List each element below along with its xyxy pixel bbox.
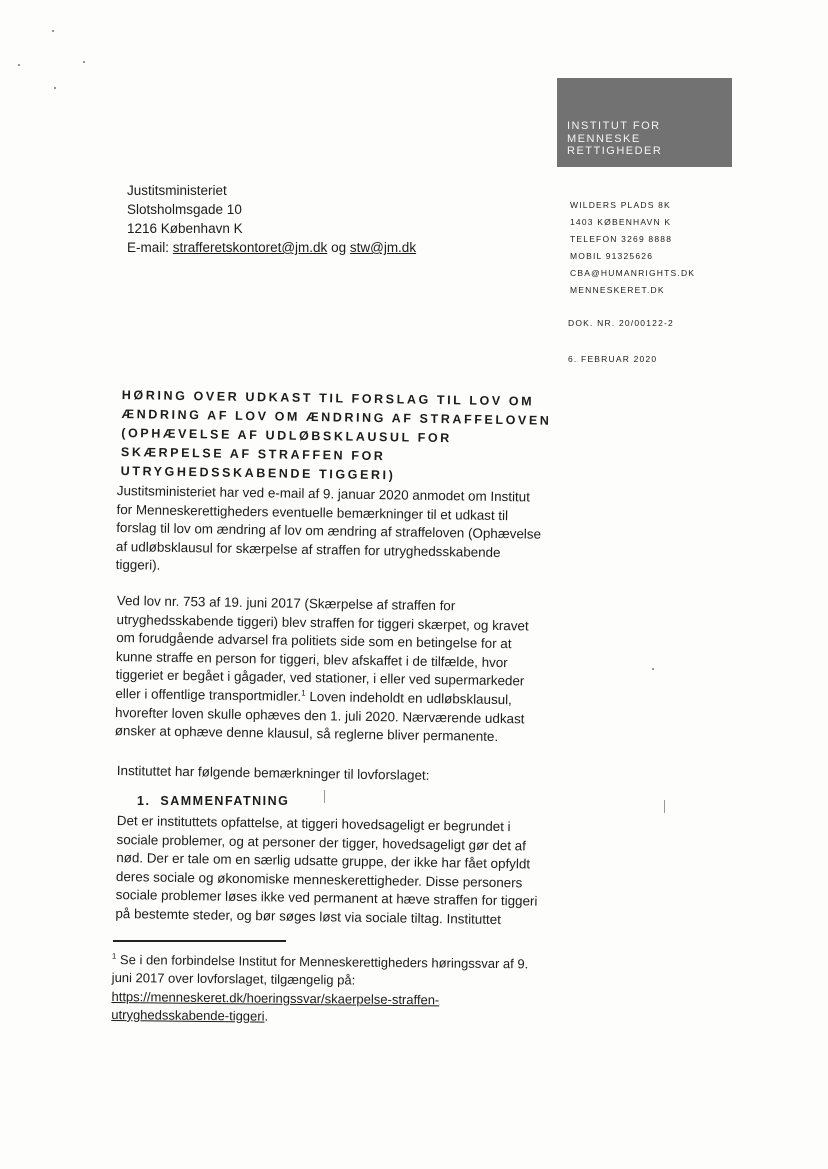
document-number: DOK. NR. 20/00122-2 <box>568 318 674 328</box>
email-label: E-mail: <box>127 240 170 255</box>
footnote-reference[interactable]: 1 <box>301 688 306 698</box>
scan-speck <box>54 87 56 89</box>
paragraph-2-text-cont: Loven indeholdt en udløbsklausul, hvorefter loven skulle ophæves den 1. juli 2020. Nærværende udkast ønsker at ophæve denne klausul, så reglerne bliver permanente. <box>114 688 525 745</box>
scan-speck <box>652 668 654 670</box>
paragraph-3: Instituttet har følgende bemærkninger til lovforslaget: <box>116 762 430 783</box>
recipient-address <box>127 181 416 257</box>
paragraph-2-text: Ved lov nr. 753 af 19. juni 2017 (Skærpelse af straffen for utryghedsskabende tiggeri) blev straffen for tiggeri skærpet, og kravet om forudgående advarsel fra politiets side som en betingelse for at kunne straffe en person for tiggeri, blev afskaffet i de tilfælde, hvor tiggeriet er begået i gågader, ved stationer, i eller ved supermarkeder eller i offentlige transportmidler. <box>115 592 529 704</box>
scan-speck <box>83 61 85 63</box>
paragraph-1: Justitsministeriet har ved e-mail af 9. januar 2020 anmodet om Institut for Menneskerettigheders eventuelle bemærkninger til et udkast til forslag til lov om ændring af lov om ændring af straffeloven (Ophævelse af udløbsklausul for skærpelse af straffen for utryghedsskabende tiggeri). <box>115 482 542 574</box>
document-date: 6. FEBRUAR 2020 <box>568 354 658 364</box>
recipient-email-line <box>127 238 416 257</box>
footnote-end: . <box>264 1008 269 1024</box>
paragraph-2 <box>115 592 547 747</box>
scan-mark <box>664 800 665 813</box>
sender-mobile: MOBIL 91325626 <box>570 251 654 261</box>
sender-contact <box>570 197 695 299</box>
scan-speck <box>18 64 20 66</box>
sender-city: 1403 KØBENHAVN K <box>570 217 672 227</box>
scan-speck <box>52 30 54 32</box>
paragraph-4: Det er instituttets opfattelse, at tiggeri hovedsageligt er begrundet i sociale problemer, og at personer der tigger, hovedsageligt gør det af nød. Der er tale om en særlig udsatte gruppe, der ikke har fået opfyldt deres sociale og økonomiske menneskerettigheder. Disse personers sociale problemer løses ikke ved permanent at hæve straffen for tiggeri på bestemte steder, og bør søges løst via sociale tiltag. Instituttet <box>115 812 538 928</box>
footnote-text: Se i den forbindelse Institut for Menneskerettigheders høringssvar af 9. juni 2017 over lovforslaget, tilgængelig på: <box>111 952 529 988</box>
footnote-divider <box>113 940 286 942</box>
recipient-city: 1216 København K <box>127 221 243 236</box>
logo-text <box>567 120 662 158</box>
sender-web: MENNESKERET.DK <box>570 285 665 295</box>
email-link-1[interactable]: strafferetskontoret@jm.dk <box>172 240 328 255</box>
sender-phone: TELEFON 3269 8888 <box>570 234 673 244</box>
document-title: HØRING OVER UDKAST TIL FORSLAG TIL LOV OM ÆNDRING AF LOV OM ÆNDRING AF STRAFFELOVEN (OPHÆVELSE AF UDLØBSKLAUSUL FOR SKÆRPELSE AF STRAFFEN FOR UTRYGHEDSSKABENDE TIGGERI) <box>120 387 552 483</box>
section-title: SAMMENFATNING <box>160 794 290 808</box>
email-joiner: og <box>331 240 347 255</box>
section-heading <box>137 794 289 808</box>
footnote-link[interactable]: https://menneskeret.dk/hoeringssvar/skaerpelse-straffen-utryghedsskabende-tiggeri <box>111 988 440 1024</box>
logo-line-3: RETTIGHEDER <box>567 145 663 157</box>
recipient-street: Slotsholmsgade 10 <box>127 202 242 217</box>
sender-address: WILDERS PLADS 8K <box>570 200 671 210</box>
logo-line-2: MENNESKE <box>567 132 641 145</box>
email-link-2[interactable]: stw@jm.dk <box>349 240 417 255</box>
footnote-marker: 1 <box>111 951 117 961</box>
institute-logo <box>557 78 732 167</box>
sender-email: CBA@HUMANRIGHTS.DK <box>570 268 696 278</box>
logo-line-1: INSTITUT FOR <box>567 120 661 132</box>
footnote <box>111 951 542 1029</box>
recipient-name: Justitsministeriet <box>127 183 227 198</box>
scan-mark <box>324 790 325 803</box>
section-number: 1. <box>137 794 151 808</box>
